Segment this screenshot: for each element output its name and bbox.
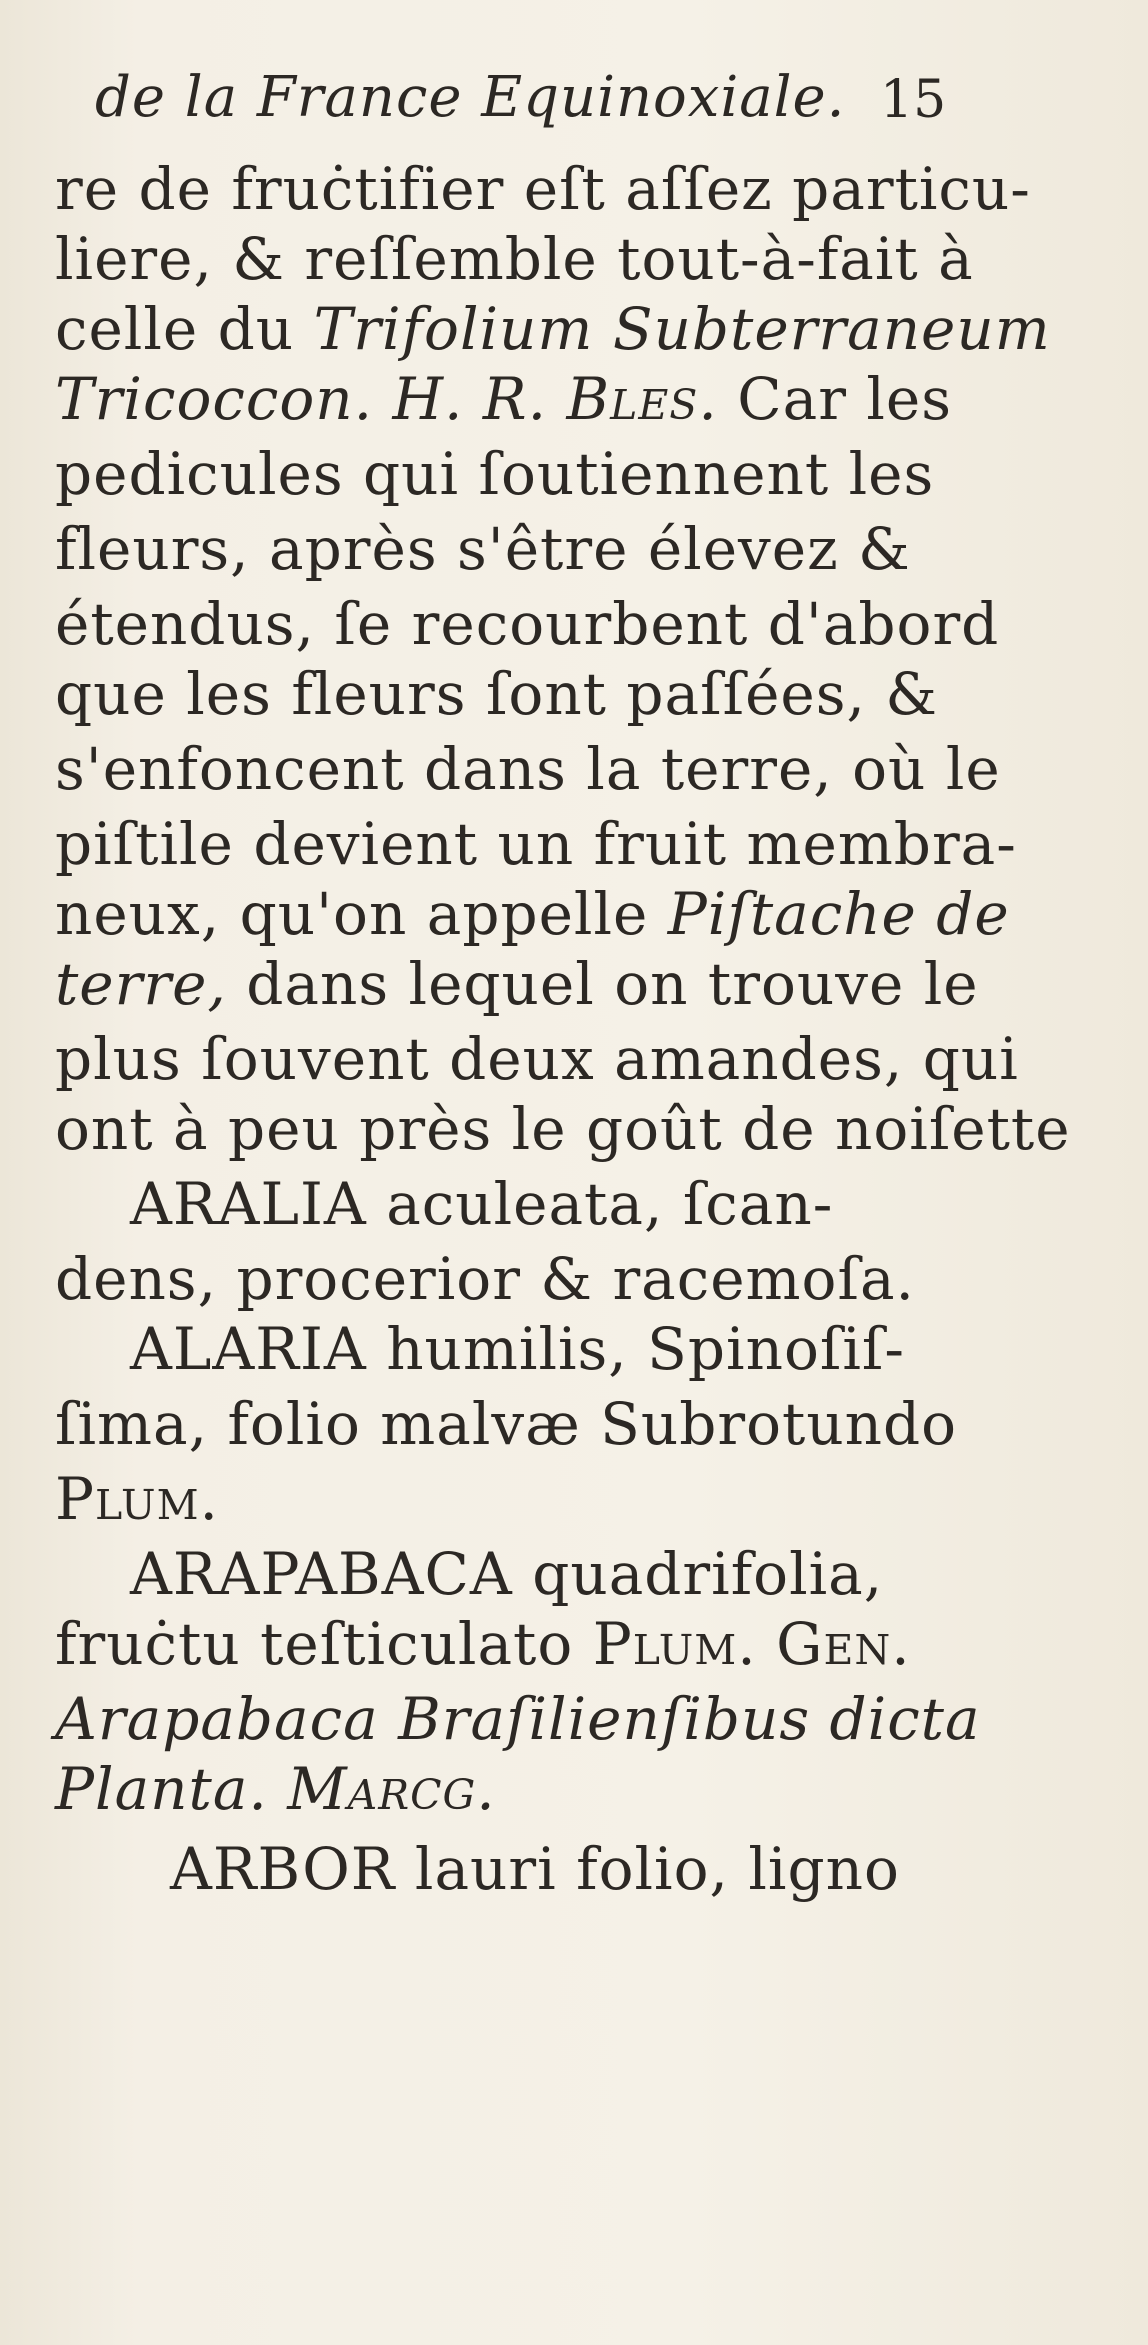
- text-line-9: s'enfoncent dans la terre, où le: [55, 735, 1001, 803]
- term-planta: Planta.: [55, 1755, 268, 1823]
- taxon-tricoccon: Tricoccon. H. R.: [55, 365, 548, 433]
- text-line-21-a: fruċtu teſticulato: [55, 1610, 574, 1678]
- text-line-22: Arapabaca Braſilienſibus dicta: [55, 1685, 981, 1753]
- page-number: 15: [880, 70, 947, 130]
- entry-arapabaca: ARAPABACA quadrifolia,: [130, 1540, 884, 1608]
- text-line-8: que les fleurs ſont paſſées, &: [55, 660, 938, 728]
- text-line-16: dens, procerior & racemoſa.: [55, 1245, 915, 1313]
- text-line-3-a: celle du: [55, 295, 295, 363]
- text-line-4: [55, 365, 1055, 433]
- text-line-21: [55, 1610, 1055, 1678]
- text-line-6: fleurs, après s'être élevez &: [55, 515, 911, 583]
- taxon-trifolium: Trifolium Subterraneum: [313, 295, 1051, 363]
- text-line-12: [55, 950, 1055, 1018]
- text-line-2: liere, & reſſemble tout-à-fait à: [55, 225, 974, 293]
- text-line-10: piſtile devient un fruit membra-: [55, 810, 1017, 878]
- text-line-11-a: neux, qu'on appelle: [55, 880, 649, 948]
- text-line-14: ont à peu près le goût de noiſette: [55, 1095, 1071, 1163]
- text-line-18: ſima, folio malvæ Subrotundo: [55, 1390, 958, 1458]
- term-terre: terre,: [55, 950, 227, 1018]
- author-plum-gen: Plum. Gen.: [592, 1610, 911, 1678]
- text-line-23: [55, 1755, 1055, 1823]
- text-line-12-b: dans lequel on trouve le: [246, 950, 979, 1018]
- text-line-1: re de fruċtifier eſt aſſez particu-: [55, 155, 1031, 223]
- entry-arbor: ARBOR lauri folio, ligno: [170, 1835, 900, 1903]
- text-line-11: [55, 880, 1055, 948]
- author-plum-1: Plum.: [55, 1465, 219, 1533]
- entry-alaria: ALARIA humilis, Spinoſiſ-: [130, 1315, 905, 1383]
- text-line-7: étendus, ſe recourbent d'abord: [55, 590, 1000, 658]
- entry-aralia: ARALIA aculeata, ſcan-: [130, 1170, 834, 1238]
- author-bles: Bles.: [566, 365, 718, 433]
- text-line-3: [55, 295, 1055, 363]
- running-title: de la France Equinoxiale.: [95, 65, 846, 130]
- text-line-13: plus ſouvent deux amandes, qui: [55, 1025, 1019, 1093]
- text-line-4-c: Car les: [737, 365, 952, 433]
- text-line-5: pedicules qui ſoutiennent les: [55, 440, 935, 508]
- author-marcg: Marcg.: [287, 1755, 496, 1823]
- term-pistache: Piſtache de: [667, 880, 1010, 948]
